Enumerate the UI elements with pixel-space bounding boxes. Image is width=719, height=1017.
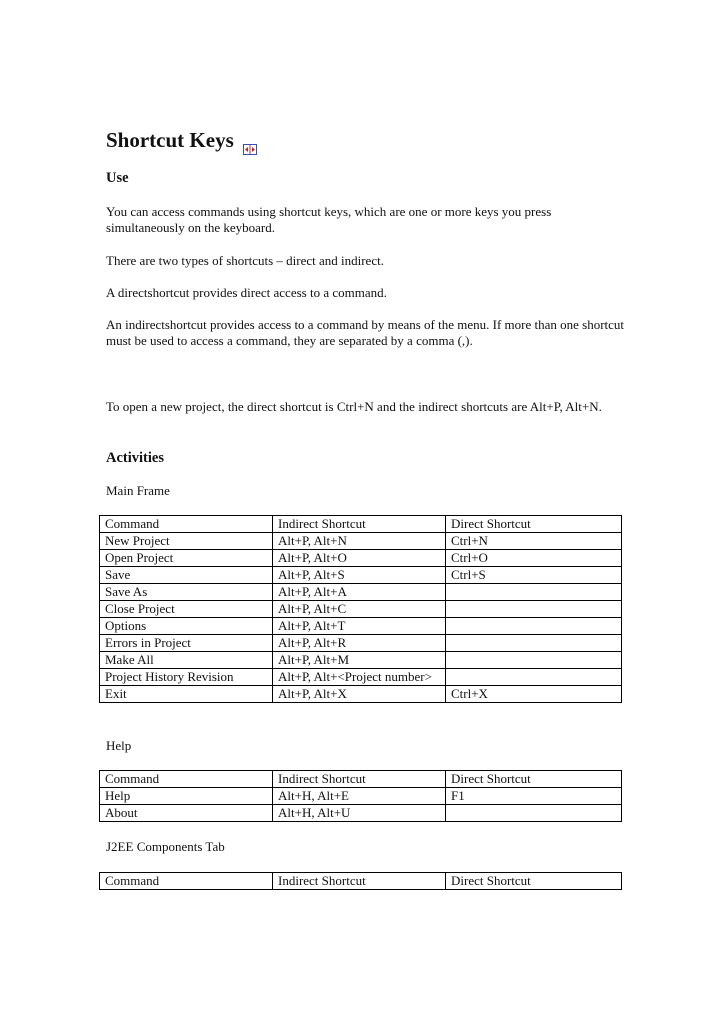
column-header: Command [100,516,273,533]
command-cell: Help [100,788,273,805]
column-header: Indirect Shortcut [273,516,446,533]
direct-shortcut-cell [446,652,622,669]
command-cell: Open Project [100,550,273,567]
table-row [100,805,622,822]
table-row [100,533,622,550]
direct-shortcut-cell: F1 [446,788,622,805]
paragraph-types: There are two types of shortcuts – direct and indirect. [106,253,384,268]
table-row [100,550,622,567]
direct-shortcut-cell [446,669,622,686]
indirect-shortcut-cell: Alt+P, Alt+C [273,601,446,618]
command-cell: Options [100,618,273,635]
direct-shortcut-cell: Ctrl+S [446,567,622,584]
command-cell: Make All [100,652,273,669]
indirect-shortcut-cell: Alt+H, Alt+U [273,805,446,822]
paragraph-intro: You can access commands using shortcut keys, which are one or more keys you press simultaneously on the keyboard. [106,204,552,235]
table-row [100,635,622,652]
command-cell: Save As [100,584,273,601]
indirect-shortcut-cell: Alt+P, Alt+M [273,652,446,669]
table-row [100,686,622,703]
table-row [100,584,622,601]
direct-shortcut-cell: Ctrl+X [446,686,622,703]
indirect-shortcut-cell: Alt+P, Alt+S [273,567,446,584]
column-header: Direct Shortcut [446,516,622,533]
page-title [106,128,257,153]
direct-shortcut-cell [446,584,622,601]
indirect-shortcut-cell: Alt+P, Alt+O [273,550,446,567]
expand-collapse-icon[interactable] [243,136,257,147]
column-header: Direct Shortcut [446,873,622,890]
column-header: Indirect Shortcut [273,873,446,890]
command-cell: Errors in Project [100,635,273,652]
activities-heading: Activities [106,450,164,466]
column-header: Command [100,873,273,890]
use-heading: Use [106,170,129,186]
column-header: Direct Shortcut [446,771,622,788]
command-cell: About [100,805,273,822]
column-header: Indirect Shortcut [273,771,446,788]
table-header-row [100,516,622,533]
table-row [100,652,622,669]
indirect-shortcut-cell: Alt+P, Alt+N [273,533,446,550]
paragraph-indirect: An indirectshortcut provides access to a command by means of the menu. If more than one shortcut must be used to access a command, they are separated by a comma (,). [106,317,625,348]
command-cell: Close Project [100,601,273,618]
indirect-shortcut-cell: Alt+P, Alt+X [273,686,446,703]
page-title-text: Shortcut Keys [106,128,234,152]
command-cell: Exit [100,686,273,703]
indirect-shortcut-cell: Alt+H, Alt+E [273,788,446,805]
table-row [100,669,622,686]
direct-shortcut-cell [446,618,622,635]
indirect-shortcut-cell: Alt+P, Alt+T [273,618,446,635]
table-caption-main-frame: Main Frame [106,483,170,498]
direct-shortcut-cell [446,635,622,652]
j2ee-components-table [99,872,622,890]
paragraph-example: To open a new project, the direct shortcut is Ctrl+N and the indirect shortcuts are Alt+P, Alt+N. [106,399,602,414]
column-header: Command [100,771,273,788]
indirect-shortcut-cell: Alt+P, Alt+<Project number> [273,669,446,686]
command-cell: New Project [100,533,273,550]
direct-shortcut-cell [446,601,622,618]
table-row [100,788,622,805]
main-frame-table [99,515,622,703]
command-cell: Project History Revision [100,669,273,686]
table-row [100,618,622,635]
table-row [100,601,622,618]
table-caption-j2ee: J2EE Components Tab [106,839,225,854]
indirect-shortcut-cell: Alt+P, Alt+A [273,584,446,601]
direct-shortcut-cell: Ctrl+O [446,550,622,567]
command-cell: Save [100,567,273,584]
direct-shortcut-cell [446,805,622,822]
direct-shortcut-cell: Ctrl+N [446,533,622,550]
indirect-shortcut-cell: Alt+P, Alt+R [273,635,446,652]
table-header-row [100,873,622,890]
help-table [99,770,622,822]
paragraph-direct: A directshortcut provides direct access to a command. [106,285,387,300]
table-caption-help: Help [106,738,132,753]
table-header-row [100,771,622,788]
table-row [100,567,622,584]
